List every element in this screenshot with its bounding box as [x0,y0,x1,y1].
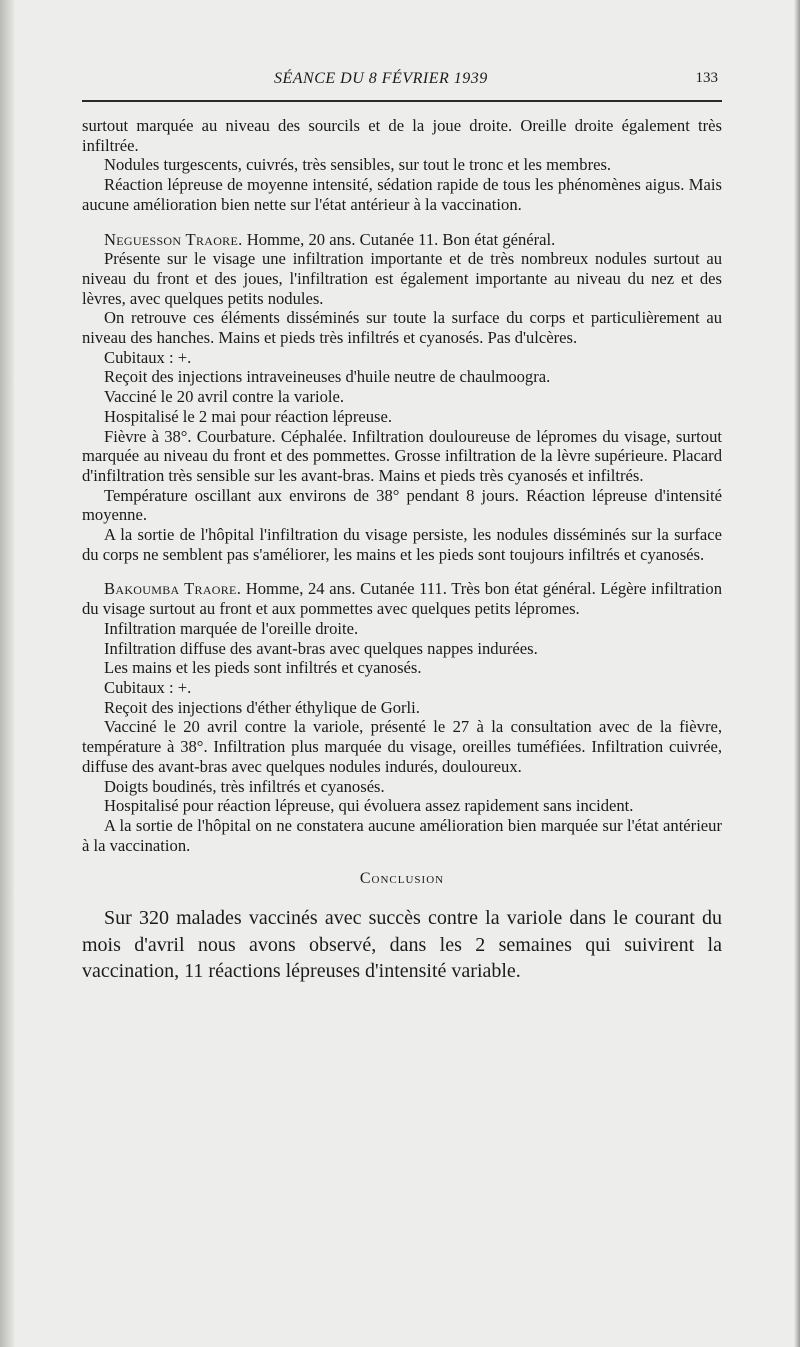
case-heading [82,230,722,250]
paragraph: A la sortie de l'hôpital on ne constatera aucune amélioration bien marquée sur l'état antérieur à la vaccination. [82,815,722,855]
paragraph: Les mains et les pieds sont infiltrés et cyanosés. [104,658,422,678]
paragraph: Nodules turgescents, cuivrés, très sensibles, sur tout le tronc et les membres. [104,155,612,175]
section-heading: Conclusion [359,870,445,888]
paragraph: Hospitalisé le 2 mai pour réaction lépreuse. [104,406,392,426]
paragraph: Température oscillant aux environs de 38° pendant 8 jours. Réaction lépreuse d'intensité moyenne. [82,485,722,525]
paragraph: Réaction lépreuse de moyenne intensité, sédation rapide de tous les phénomènes aigus. Mais aucune amélioration bien nette sur l'état antérieur à la vaccination. [82,175,722,214]
paragraph: Cubitaux : +. [104,677,192,697]
case-intro: Homme, 24 ans. Cutanée 111. Très bon état général. Légère infiltration du visage surtout au front et aux pommettes avec quelques petits lépromes. [82,579,723,619]
case-intro: Homme, 20 ans. Cutanée 11. Bon état général. [242,229,556,249]
paragraph: Doigts boudinés, très infiltrés et cyanosés. [104,776,385,796]
paragraph: Reçoit des injections d'éther éthylique de Gorli. [104,697,420,717]
running-head [82,70,722,94]
body-text [82,116,722,985]
patient-name: Bakoumba Traore. [104,579,242,599]
running-head-title: SÉANCE DU 8 FÉVRIER 1939 [274,70,488,87]
patient-name: Neguesson Traore. [104,229,243,249]
paragraph: Infiltration marquée de l'oreille droite. [104,618,359,638]
paragraph: On retrouve ces éléments disséminés sur toute la surface du corps et particulièrement au niveau des hanches. Mains et pieds très infiltrés et cyanosés. Pas d'ulcères. [82,308,722,348]
header-rule [82,100,722,102]
conclusion-paragraph: Sur 320 malades vaccinés avec succès contre la variole dans le courant du mois d'avril nous avons observé, dans les 2 semaines qui suivirent la vaccination, 11 réactions lépreuses d'intensité variable. [82,907,722,983]
paragraph: Vacciné le 20 avril contre la variole. [104,387,345,407]
page-edge-shadow [794,0,800,1347]
spacer [82,215,722,230]
paragraph: A la sortie de l'hôpital l'infiltration du visage persiste, les nodules disséminés sur la surface du corps ne semblent pas s'améliorer, les mains et les pieds sont toujours infiltrés et cyanosés. [82,525,722,564]
case-heading [82,579,722,618]
page-gutter-shadow [0,0,14,1347]
paragraph: Présente sur le visage une infiltration importante et de très nombreux nodules surtout au niveau du front et des joues, l'infiltration est également importante au niveau du nez et des lèvres, avec quelques petits nodules. [82,249,722,308]
paragraph: Fièvre à 38°. Courbature. Céphalée. Infiltration douloureuse de lépromes du visage, surtout marquée au niveau du front et des pommettes. Grosse infiltration de la lèvre supérieure. Placard d'infiltration très sensible sur les avant-bras. Mains et pieds très cyanosés et infiltrés. [82,426,722,485]
paragraph: Hospitalisé pour réaction lépreuse, qui évoluera assez rapidement sans incident. [104,796,634,816]
paragraph: Reçoit des injections intraveineuses d'huile neutre de chaulmoogra. [104,367,551,387]
page-number: 133 [695,70,718,86]
paragraph: surtout marquée au niveau des sourcils et de la joue droite. Oreille droite également très infiltrée. [82,116,722,155]
paragraph: Vacciné le 20 avril contre la variole, présenté le 27 à la consultation avec de la fièvre, température à 38°. Infiltration plus marquée du visage, oreilles tuméfiées. Infiltration cuivrée, diffuse des avant-bras avec quelques nodules indurés, douloureux. [82,717,722,776]
paragraph: Cubitaux : +. [104,347,192,367]
spacer [82,564,722,579]
paragraph: Infiltration diffuse des avant-bras avec quelques nappes indurées. [104,638,538,658]
